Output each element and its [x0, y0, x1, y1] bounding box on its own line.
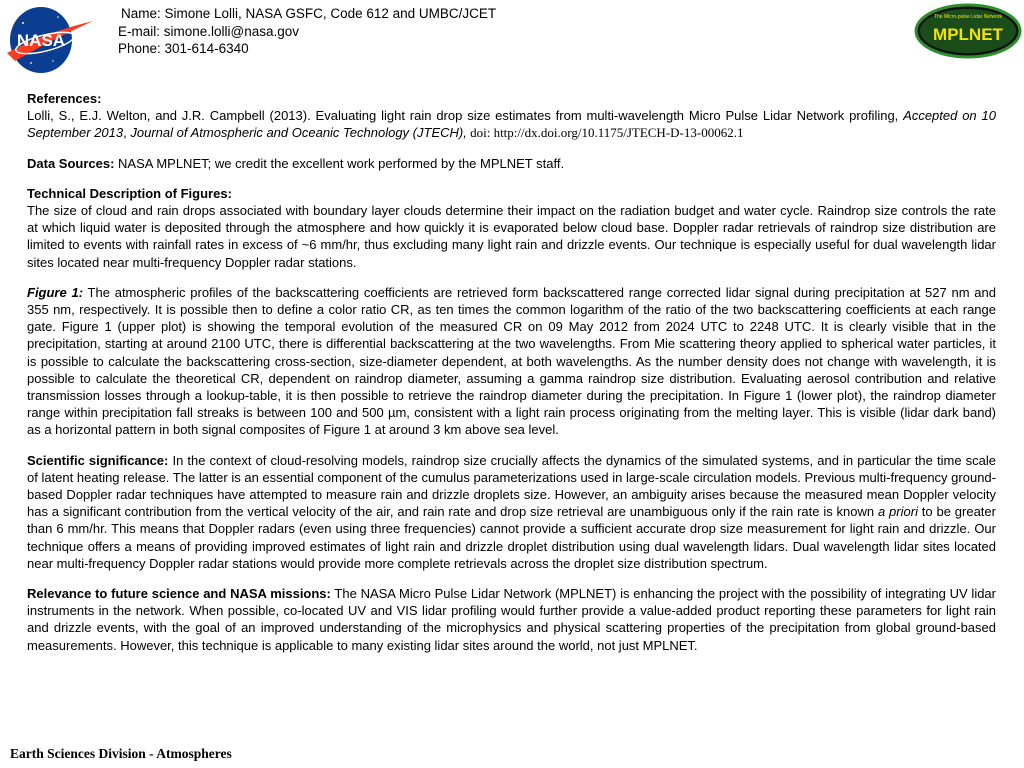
footer-division: Earth Sciences Division - Atmospheres	[10, 746, 232, 761]
author-email: E-mail: simone.lolli@nasa.gov	[118, 23, 300, 39]
mplnet-logo-text: MPLNET	[933, 25, 1003, 44]
data-sources-section	[27, 155, 996, 172]
technical-text: The size of cloud and rain drops associated with boundary layer clouds determine their impact on the radiation budget and water cycle. Raindrop size controls the rate at which liquid water is deposited through the atmosphere and how quickly it is evaporated below cloud base. Doppler radar retrievals of raindrop size distribution are limited to events with rainfall rates in excess of ~6 mm/hr, thus excluding many light rain and drizzle events. Our technique is especially useful for dual wavelength lidar sites located near multi-frequency Doppler radar stations.	[27, 203, 996, 270]
author-phone: Phone: 301-614-6340	[118, 41, 249, 56]
figure1-label: Figure 1:	[27, 284, 84, 300]
citation-authors-title: Lolli, S., E.J. Welton, and J.R. Campbell (2013). Evaluating light rain drop size estimates from multi-wavelength Micro Pulse Lidar Network profiling,	[27, 108, 899, 124]
citation-accepted: Accepted on 10 September 2013	[27, 108, 996, 141]
nasa-logo-text: NASA	[16, 31, 66, 50]
nasa-logo	[3, 3, 95, 77]
data-sources-heading: Data Sources:	[27, 155, 115, 171]
contact-block	[118, 5, 496, 58]
technical-section	[27, 185, 996, 271]
references-heading: References:	[27, 91, 102, 106]
significance-italic: a priori	[877, 504, 918, 520]
author-name: Name: Simone Lolli, NASA GSFC, Code 612 and UMBC/JCET	[121, 6, 497, 21]
data-sources-text: NASA MPLNET; we credit the excellent work performed by the MPLNET staff.	[114, 155, 565, 171]
main-content	[27, 90, 996, 654]
relevance-heading: Relevance to future science and NASA missions:	[27, 586, 331, 602]
figure1-section	[27, 284, 996, 439]
relevance-text: The NASA Micro Pulse Lidar Network (MPLNET) is enhancing the project with the possibility of integrating UV lidar instruments in the network. When possible, co-located UV and VIS lidar profiling would further provide a value-added product reporting these parameters for light rain and drizzle events, with the goal of an improved understanding of the microphysics and physical scattering properties of the precipitation from global ground-based measurements. However, this technique is applicable to many existing lidar sites around the world, not just MPLNET.	[27, 586, 996, 653]
significance-heading: Scientific significance:	[27, 452, 169, 468]
significance-text-1: In the context of cloud-resolving models, raindrop size crucially affects the dynamics of the simulated systems, and in particular the time scale of latent heating release. The latter is an essential component of the cumulus parameterizations used in large-scale circulation models. Previous multi-frequency ground-based Doppler radar techniques have attempted to measure rain and drizzle droplets size. However, an ambiguity arises because the measured mean Doppler velocity has a significant contribution from the vertical velocity of the air, and rain rate and drop size retrieval are unambiguous only if the rain rate is known	[27, 452, 996, 520]
mplnet-logo	[914, 3, 1022, 59]
citation-comma: ,	[123, 125, 131, 141]
mplnet-logo-subtitle: The Micro-pulse Lidar Network	[933, 14, 1003, 20]
citation-doi: doi: http://dx.doi.org/10.1175/JTECH-D-13-00062.1	[466, 125, 744, 141]
significance-text-2: to be greater than 6 mm/hr. This means that Doppler radars (even using three frequencies) cannot provide a sufficient accurate drop size measurement for light rain and drizzle. Our technique offers a means of providing improved estimates of light rain and drizzle droplet distribution using dual wavelength lidars. Dual wavelength lidar sites located near multi-frequency Doppler radar stations would provide more complete retrievals across the droplet size distribution spectrum.	[27, 504, 996, 571]
technical-heading: Technical Description of Figures:	[27, 185, 232, 201]
relevance-section	[27, 585, 996, 654]
citation-journal: Journal of Atmospheric and Oceanic Technology (JTECH),	[130, 125, 467, 141]
significance-section	[27, 452, 996, 572]
references-section	[27, 90, 996, 142]
figure1-text: The atmospheric profiles of the backscattering coefficients are retrieved form backscattered range corrected lidar signal during precipitation at 527 nm and 355 nm, respectively. It is possible then to define a color ratio CR, as ten times the common logarithm of the ratio of the two backscattering coefficients at each range gate. Figure 1 (upper plot) is showing the temporal evolution of the measured CR on 09 May 2012 from 2024 UTC to 2248 UTC. It is clearly visible that in the precipitation, starting at around 2100 UTC, there is differential backscattering at the two wavelengths. From Mie scattering theory applied to spherical water particles, it is possible to calculate the backscattering cross-section, size-diameter dependent, at both wavelengths. As the number density does not change with wavelength, it is possible to calculate the theoretical CR, dependent on raindrop diameter, assuming a gamma raindrop size distribution. Evaluating aerosol contribution and relative transmission losses through a lookup-table, it is then possible to retrieve the raindrop diameter during the precipitation. In Figure 1 (lower plot), the raindrop diameter range within precipitation fall streaks is between 100 and 500 µm, consistent with a light rain process originating from the melting layer. This is visible (lidar dark band) as a horizontal pattern in both signal composites of Figure 1 at around 3 km above sea level.	[27, 284, 997, 438]
